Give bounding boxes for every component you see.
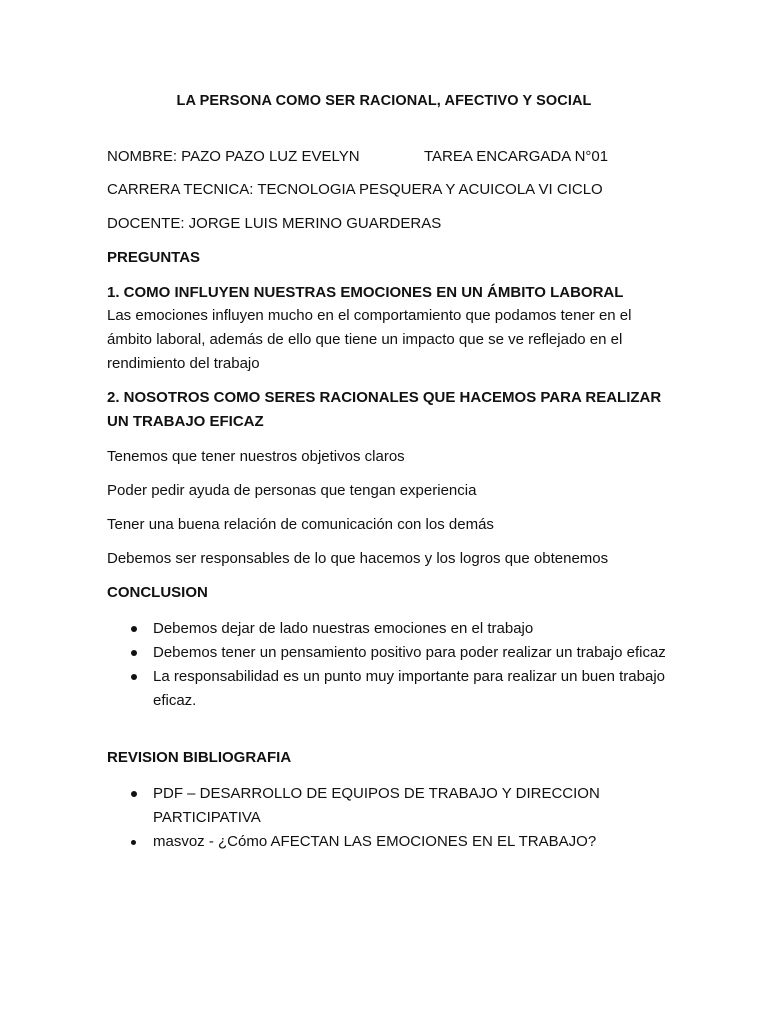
questions-heading: PREGUNTAS (107, 249, 201, 266)
teacher-line: DOCENTE: JORGE LUIS MERINO GUARDERAS (107, 215, 442, 232)
list-item (107, 830, 667, 854)
conclusion-list (107, 617, 667, 713)
conclusion-item-text: Debemos tener un pensamiento positivo para poder realizar un trabajo eficaz (153, 644, 666, 661)
answer-2-item: Poder pedir ayuda de personas que tengan experiencia (107, 482, 477, 499)
answer-2-item: Tener una buena relación de comunicación con los demás (107, 516, 494, 533)
bibliography-heading: REVISION BIBLIOGRAFIA (107, 749, 292, 766)
question-1: 1. COMO INFLUYEN NUESTRAS EMOCIONES EN UN ÁMBITO LABORAL (107, 284, 624, 301)
conclusion-item-text: La responsabilidad es un punto muy importante para realizar un buen trabajo eficaz. (153, 668, 665, 709)
bullet-icon (131, 650, 137, 656)
bullet-icon (131, 674, 137, 680)
career-line: CARRERA TECNICA: TECNOLOGIA PESQUERA Y ACUICOLA VI CICLO (107, 181, 603, 198)
answer-2-item: Tenemos que tener nuestros objetivos claros (107, 448, 405, 465)
list-item (107, 641, 667, 665)
bibliography-list (107, 782, 667, 854)
conclusion-heading: CONCLUSION (107, 584, 208, 601)
question-2: 2. NOSOTROS COMO SERES RACIONALES QUE HACEMOS PARA REALIZAR UN TRABAJO EFICAZ (107, 389, 662, 430)
bibliography-item-text: masvoz - ¿Cómo AFECTAN LAS EMOCIONES EN EL TRABAJO? (153, 833, 597, 850)
bibliography-item-text: PDF – DESARROLLO DE EQUIPOS DE TRABAJO Y DIRECCION PARTICIPATIVA (153, 785, 600, 826)
answer-2-item: Debemos ser responsables de lo que hacemos y los logros que obtenemos (107, 550, 609, 567)
list-item (107, 617, 667, 641)
conclusion-item-text: Debemos dejar de lado nuestras emociones en el trabajo (153, 620, 534, 637)
bullet-icon (131, 626, 137, 632)
answer-1: Las emociones influyen mucho en el comportamiento que podamos tener en el ámbito laboral, además de ello que tiene un impacto que se ve reflejado en el rendimiento del trabajo (107, 307, 632, 372)
bullet-icon (131, 840, 136, 845)
list-item (107, 665, 667, 713)
bullet-icon (131, 791, 137, 797)
student-name: NOMBRE: PAZO PAZO LUZ EVELYN (107, 148, 360, 165)
assignment-number: TAREA ENCARGADA N°01 (424, 148, 609, 165)
document-title: LA PERSONA COMO SER RACIONAL, AFECTIVO Y SOCIAL (176, 93, 592, 109)
list-item (107, 782, 667, 830)
